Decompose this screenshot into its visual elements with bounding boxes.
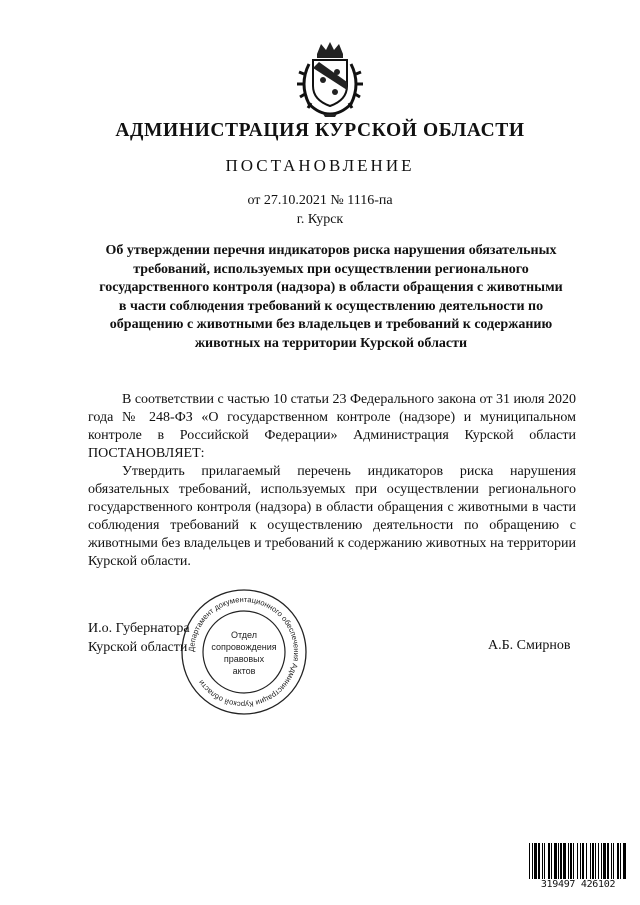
document-body [88,391,576,571]
stamp-line-1: Отдел [230,630,258,640]
position-line-2: Курской области [88,640,188,655]
signatory-name: А.Б. Смирнов [488,638,571,653]
date-and-number: от 27.10.2021 № 1116-па [247,193,393,208]
barcode-number: 319497 426102 [528,879,628,890]
city: г. Курск [296,212,344,227]
official-stamp [180,588,308,716]
document-title: Об утверждении перечня индикаторов риска нарушения обязательных требований, используемых при осуществлении регионального государственного контроля (надзора) в области обращения с животными в части соблюдения требований к осуществлению деятельности по обращению с животными без владельцев и требований к содержанию животных на территории Курской области [99,243,563,351]
body-paragraph-1: В соответствии с частью 10 статьи 23 Федерального закона от 31 июля 2020 года № 248-ФЗ «О государственном контроле (надзоре) и муниципальном контроле в Российской Федерации» Администрация Курской области ПОСТАНОВЛЯЕТ: [88,392,576,461]
document-type: ПОСТАНОВЛЕНИЕ [225,156,415,175]
stamp-line-4: актов [232,666,256,676]
body-paragraph-2: Утвердить прилагаемый перечень индикаторов риска нарушения обязательных требований, используемых при осуществлении регионального государственного контроля (надзора) в области обращения с животными в части соблюдения требований к осуществлению деятельности по обращению с животными без владельцев и требований к содержанию животных на территории Курской области. [88,464,576,569]
position-line-1: И.о. Губернатора [88,621,190,636]
stamp-line-3: правовых [223,654,265,664]
coat-of-arms-emblem [295,40,365,118]
signatory-position [88,619,190,657]
stamp-ring-textpath: Департамент документационного обеспечения Администрации Курской области [186,594,302,710]
stamp-line-2: сопровождения [211,642,277,652]
organization-heading: АДМИНИСТРАЦИЯ КУРСКОЙ ОБЛАСТИ [115,120,525,141]
